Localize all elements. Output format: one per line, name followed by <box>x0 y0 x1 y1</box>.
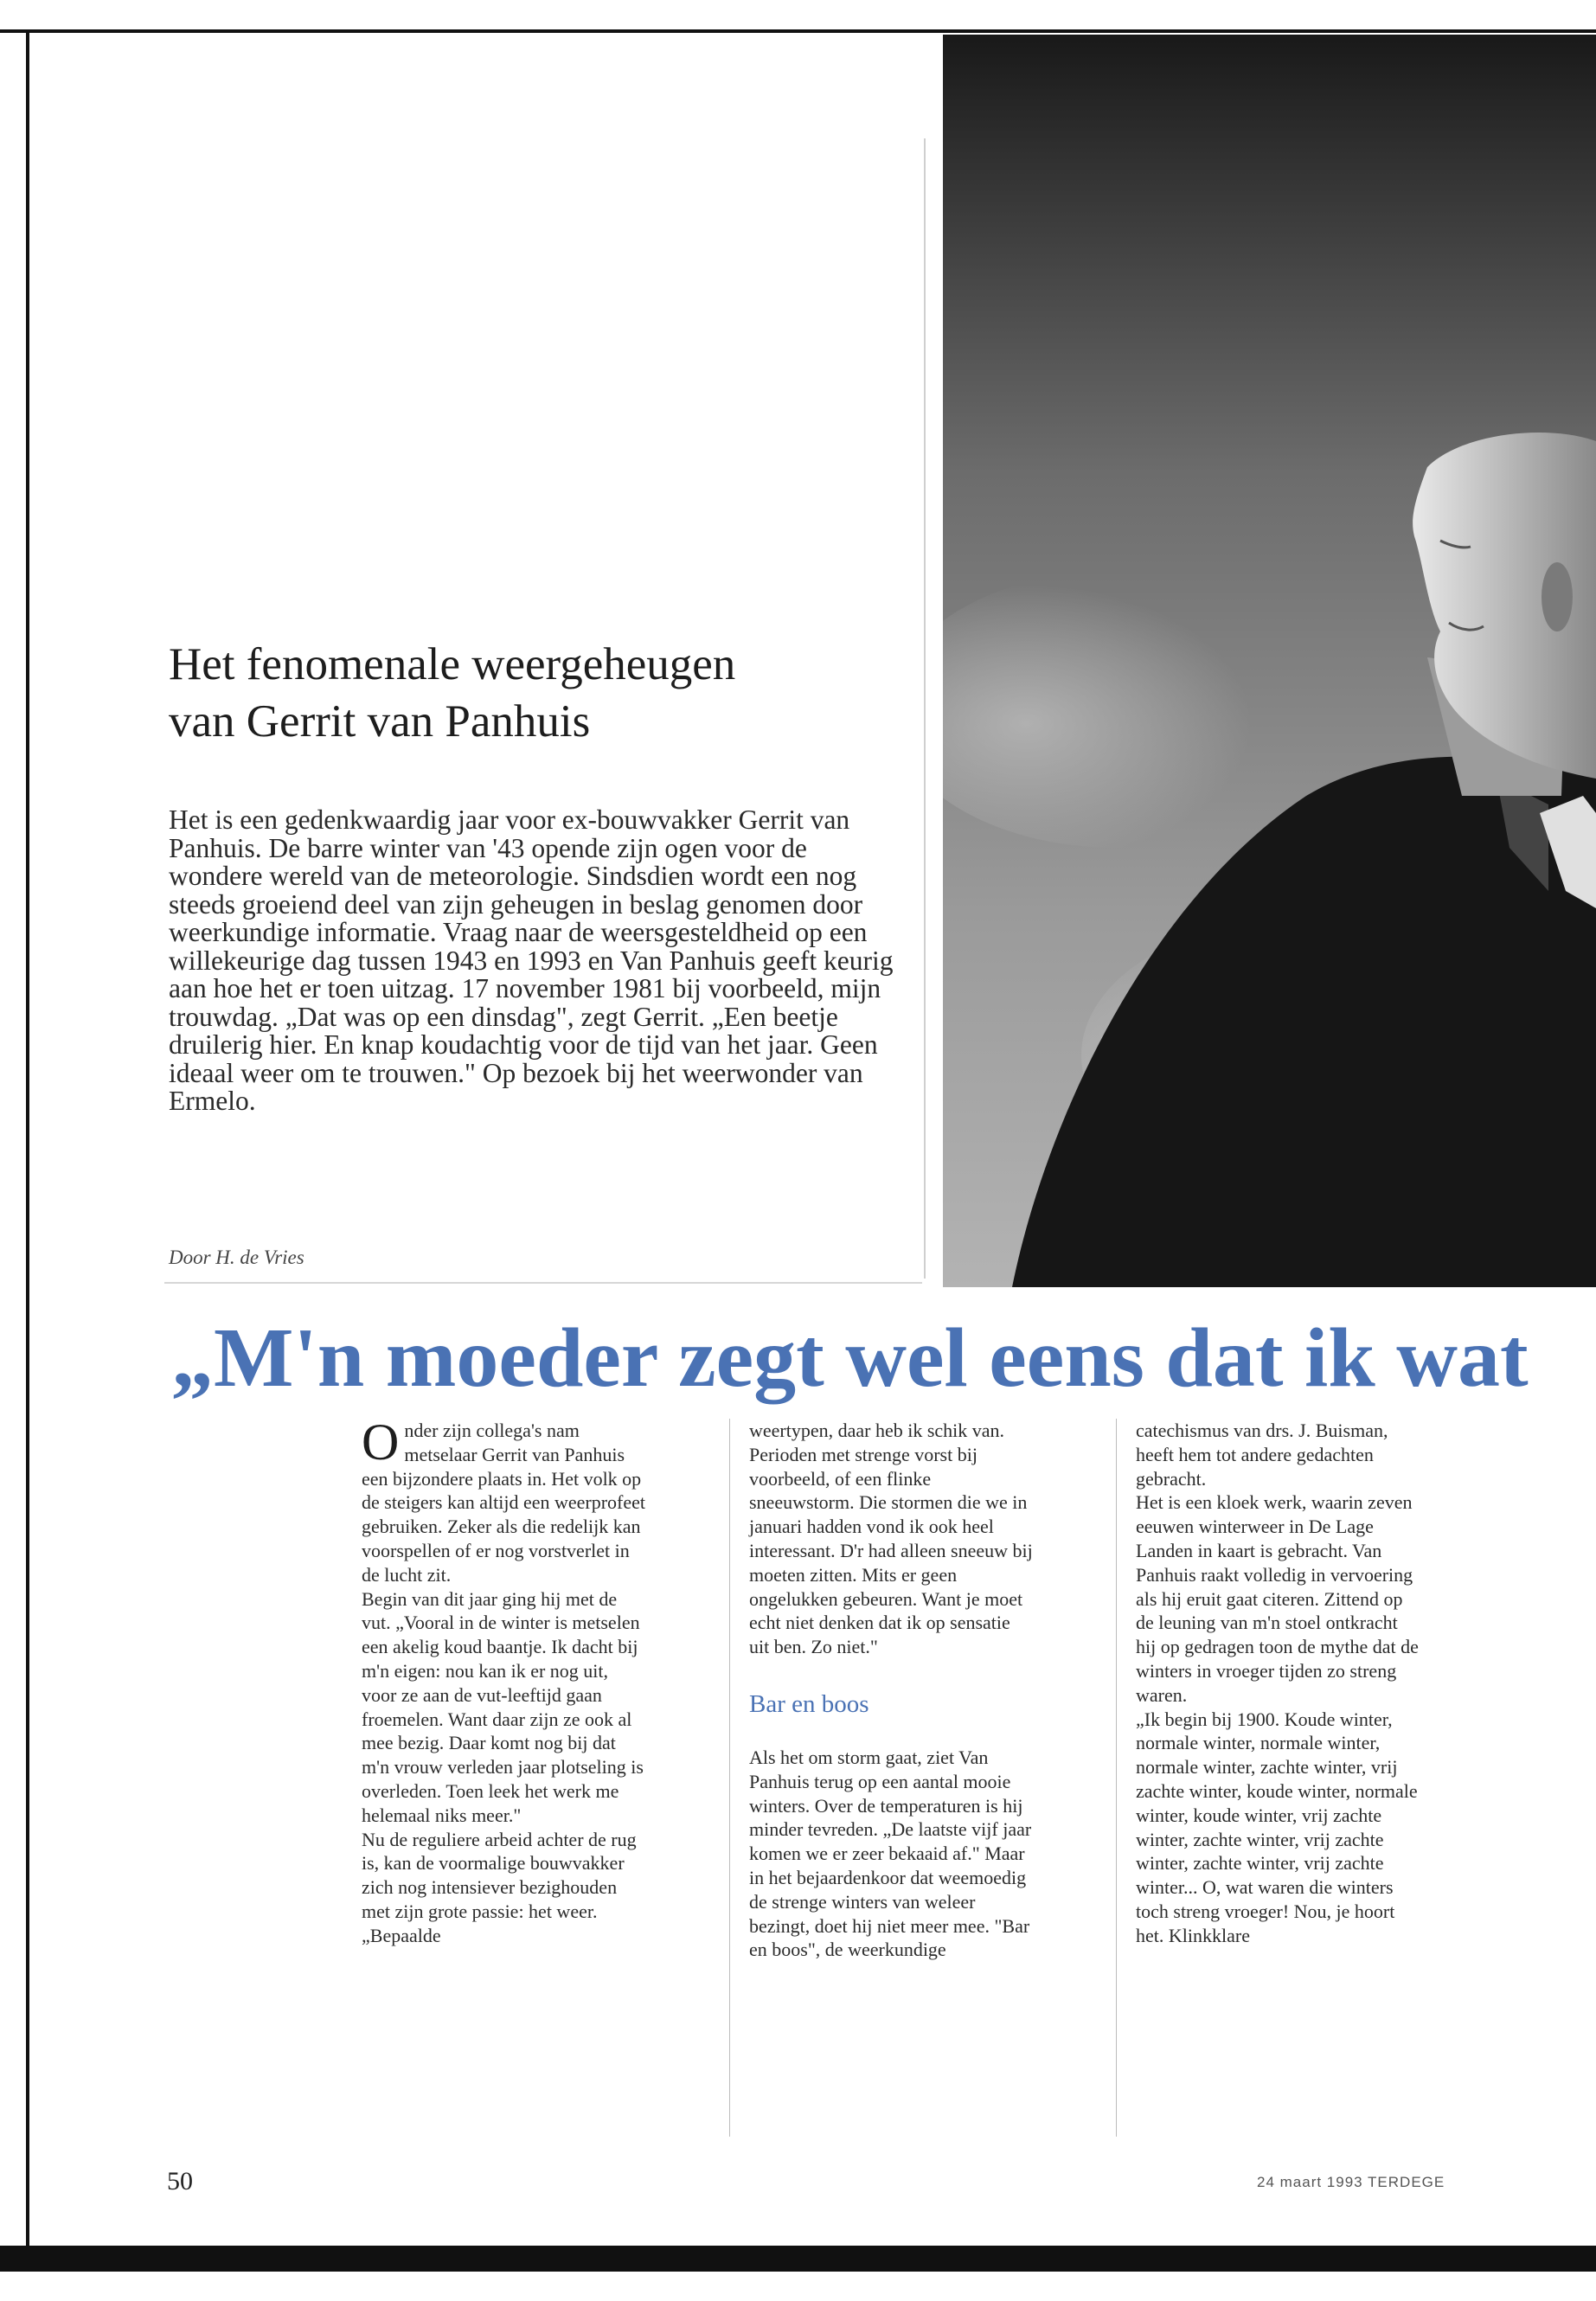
column-divider <box>924 138 926 1279</box>
col2-paragraph-2: Als het om storm gaat, ziet Van Panhuis terug op een aantal mooie winters. Over de temperaturen is hij minder tevreden. „De laatste vijf jaar komen we er zeer bekaaid af." Maar in het bejaardenkoor dat weemoedig de strenge winters van weleer bezingt, doet hij niet meer mee. "Bar en boos", de weerkundige <box>749 1746 1032 1961</box>
col1-paragraph-1: nder zijn collega's nam metselaar Gerrit van Panhuis een bijzondere plaats in. Het volk op de steigers kan altijd een weerprofeet gebruiken. Zeker als die redelijk kan voorspellen of er nog vorstverlet in de lucht zit. <box>362 1420 646 1586</box>
col3-paragraph-2: Het is een kloek werk, waarin zeven eeuwen winterweer in De Lage Landen in kaart is gebracht. Van Panhuis raakt volledig in vervoering als hij eruit gaat citeren. Zittend op de leuning van m'n stoel ontkracht hij op gedragen toon de mythe dat de winters in vroeger tijden zo streng waren. <box>1136 1491 1419 1706</box>
quote-title: „M'n moeder zegt wel eens dat ik wat <box>171 1311 1529 1405</box>
intro-headline-line2: van Gerrit van Panhuis <box>169 696 591 747</box>
byline: Door H. de Vries <box>169 1247 304 1268</box>
column-rule <box>1116 1419 1117 2137</box>
col1-paragraph-3: Nu de reguliere arbeid achter de rug is, kan de voormalige bouwvakker zich nog intensiever bezighouden met zijn grote passie: het weer. „Bepaalde <box>362 1828 637 1946</box>
col3-paragraph-1: catechismus van drs. J. Buisman, heeft hem tot andere gedachten gebracht. <box>1136 1420 1388 1490</box>
section-divider <box>164 1282 922 1284</box>
intro-headline-line1: Het fenomenale weergeheugen <box>169 639 736 689</box>
column-rule <box>729 1419 730 2137</box>
lead-paragraph: Het is een gedenkwaardig jaar voor ex-bouwvakker Gerrit van Panhuis. De barre winter van '43 opende zijn ogen voor de wondere wereld van de meteorologie. Sindsdien wordt een nog steeds groeiend deel van zijn geheugen in beslag genomen door weerkundige informatie. Vraag naar de weersgesteldheid op een willekeurige dag tussen 1943 en 1993 en Van Panhuis geeft keurig aan hoe het er toen uitzag. 17 november 1981 bij voorbeeld, mijn trouwdag. „Dat was op een dinsdag", zegt Gerrit. „Een beetje druilerig hier. En knap koudachtig voor de tijd van het jaar. Geen ideaal weer om te trouwen." Op bezoek bij het weerwonder van Ermelo. <box>169 804 894 1116</box>
body-column-3 <box>1136 1419 1420 1948</box>
page-border-left <box>26 29 29 2270</box>
body-column-2 <box>749 1419 1033 1962</box>
subhead: Bar en boos <box>749 1689 869 1718</box>
page-border-top <box>0 29 1596 33</box>
page-border-bottom <box>0 2246 1596 2272</box>
col3-paragraph-3: „Ik begin bij 1900. Koude winter, normale winter, normale winter, normale winter, zachte winter, vrij zachte winter, koude winter, normale winter, koude winter, vrij zachte winter, zachte winter, vrij zachte winter, zachte winter, vrij zachte winter... O, wat waren die winters toch streng vroeger! Nou, je hoort het. Klinkklare <box>1136 1708 1418 1946</box>
issue-footer: 24 maart 1993 TERDEGE <box>1257 2174 1445 2190</box>
body-column-1 <box>362 1413 646 1948</box>
dropcap: O <box>362 1413 400 1471</box>
col1-paragraph-2: Begin van dit jaar ging hij met de vut. „Vooral in de winter is metselen een akelig koud baantje. Ik dacht bij m'n eigen: nou kan ik er nog uit, voor ze aan de vut-leeftijd gaan froemelen. Want daar zijn ze ook al mee bezig. Daar komt nog bij dat m'n vrouw verleden jaar plotseling is overleden. Toen leek het werk me helemaal niks meer." <box>362 1587 644 1826</box>
col2-paragraph-1: weertypen, daar heb ik schik van. Perioden met strenge vorst bij voorbeeld, of een flinke sneeuwstorm. Die stormen die we in januari hadden vond ik ook heel interessant. D'r had alleen sneeuw bij moeten zitten. Mits er geen ongelukken gebeuren. Want je moet echt niet denken dat ik op sensatie uit ben. Zo niet." <box>749 1420 1033 1658</box>
intro-headline <box>169 636 913 750</box>
portrait-photo <box>943 35 1596 1287</box>
page-number: 50 <box>167 2167 193 2195</box>
